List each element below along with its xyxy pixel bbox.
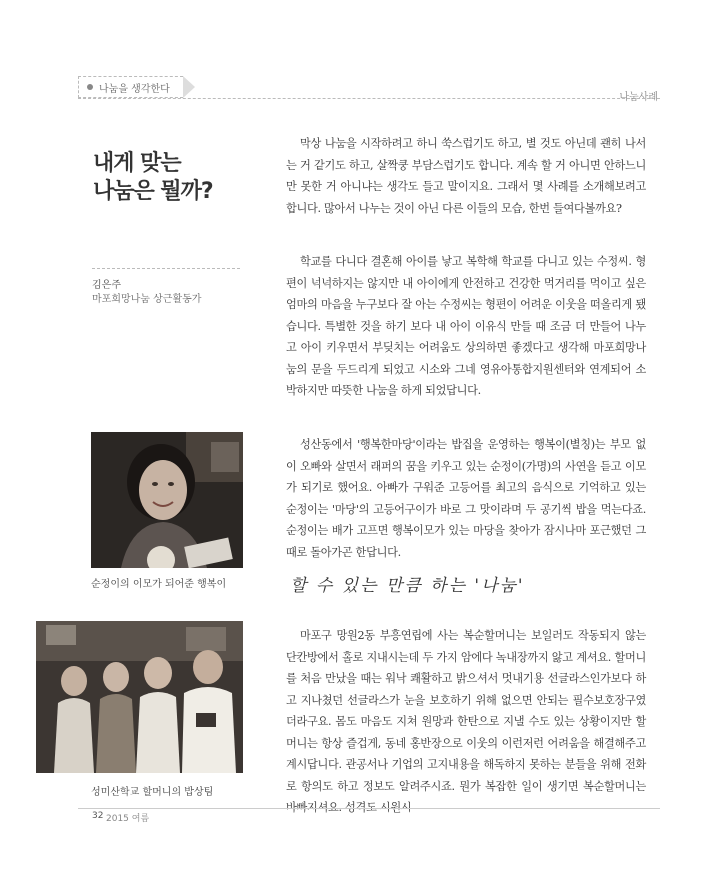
issue-label: 2015 여름 bbox=[106, 814, 150, 824]
body-paragraph-3 bbox=[286, 434, 646, 563]
title-line-2: 나눔은 뭘까? bbox=[93, 179, 213, 204]
running-head: 나눔사례 bbox=[619, 92, 658, 103]
title-line-1: 내게 맞는 bbox=[93, 151, 181, 176]
paragraph-text-1: 막상 나눔을 시작하려고 하니 쑥스럽기도 하고, 별 것도 아닌데 괜히 나서는 거 같기도 하고, 살짝쿵 부담스럽기도 합니다. 계속 할 거 아니면 안하느니만 못한 거 아니냐는 생각도 들고 말이지요. 그래서 몇 사례를 소개해보려고 합니다. 많아서 나누는 것이 아닌 다른 이들의 모습, 한번 들여다볼까요? bbox=[286, 137, 646, 215]
paragraph-text-4: 마포구 망원2동 부흥연립에 사는 복순할머니는 보일러도 작동되지 않는 단칸방에서 홀로 지내시는데 두 가지 암에다 녹내장까지 앓고 계셔요. 할머니를 처음 만났을 때는 워낙 쾌활하고 밝으셔서 멋내기용 선글라스인가보다 하고 지나쳤던 선글라스가 눈을 보호하기 위해 없으면 안되는 필수보호장구였더라구요. 몸도 마음도 지쳐 원망과 한탄으로 지낼 수도 있는 상황이지만 할머니는 항상 즐겁게, 동네 홍반장으로 이웃의 이런저런 어려움을 해결해주고 계시답니다. 관공서나 기업의 고지내용을 해독하지 못하는 분들을 위해 전화로 항의도 하고 정보도 알려주시죠. 뭔가 복잡한 일이 생기면 복순할머니는 바빠지셔요. 성격도 시원시 bbox=[286, 629, 646, 814]
paragraph-text-3: 성산동에서 '행복한마당'이라는 밥집을 운영하는 행복이(별칭)는 부모 없이 오빠와 살면서 래퍼의 꿈을 키우고 있는 순정이(가명)의 사연을 듣고 이모가 되기로 했어요. 아빠가 구워준 고등어를 최고의 음식으로 기억하고 있는 순정이는 '마당'의 고등어구이가 바로 그 맛이라며 두 공기씩 밥을 먹는다죠. 순정이는 배가 고프면 행복이모가 있는 마당을 찾아가 잠시나마 포근했던 그 때로 돌아가곤 한답니다. bbox=[286, 438, 646, 559]
photo-meal-team bbox=[36, 621, 243, 773]
bullet-icon bbox=[87, 84, 93, 90]
paragraph-text-2: 학교를 다니다 결혼해 아이를 낳고 복학해 학교를 다니고 있는 수정씨. 형편이 넉넉하지는 않지만 내 아이에게 안전하고 건강한 먹거리를 먹이고 싶은 엄마의 마음을 누구보다 잘 아는 수정씨는 형편이 어려운 이웃을 떠올리게 됐습니다. 특별한 것을 하기 보다 내 아이 이유식 만들 때 조금 더 만들어 나누고 아이 키우면서 부딪치는 어려움도 상의하면 좋겠다고 생각해 마포희망나눔의 문을 두드리게 되었고 시소와 그네 영유아통합지원센터와 연계되어 소박하지만 따뜻한 나눔을 하게 되었답니다. bbox=[286, 255, 646, 397]
section-tag-label: 나눔을 생각한다 bbox=[99, 83, 170, 95]
body-paragraph-2 bbox=[286, 251, 646, 402]
page-number: 32 bbox=[92, 811, 104, 821]
author-affiliation: 마포희망나눔 상근활동가 bbox=[92, 294, 202, 305]
article-title bbox=[93, 150, 263, 206]
author-divider bbox=[92, 268, 240, 269]
author-name: 김은주 bbox=[92, 280, 121, 291]
header-divider bbox=[78, 98, 660, 99]
body-paragraph-4 bbox=[286, 625, 646, 819]
photo-caption-2: 성미산학교 할머니의 밥상팀 bbox=[91, 787, 214, 798]
tab-arrow-icon bbox=[183, 76, 195, 98]
photo-happy-aunt bbox=[91, 432, 243, 568]
body-paragraph-1 bbox=[286, 133, 646, 219]
section-tag bbox=[78, 76, 183, 98]
photo-caption-1: 순정이의 이모가 되어준 행복이 bbox=[91, 579, 227, 590]
footer-divider bbox=[78, 808, 660, 809]
subheading: 할 수 있는 만큼 하는 '나눔' bbox=[290, 576, 525, 596]
